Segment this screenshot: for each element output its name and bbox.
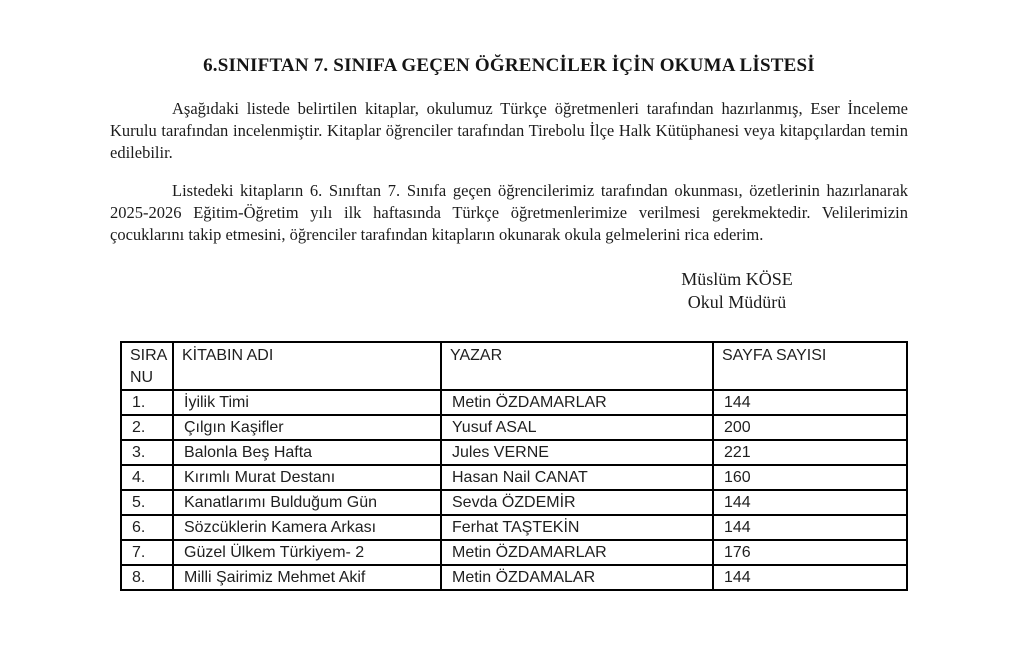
table-header-row [121,342,907,390]
cell-order-number: 7. [121,540,173,565]
table-row [121,390,907,415]
cell-page-count: 144 [713,565,907,590]
cell-book-title: Kırımlı Murat Destanı [173,465,441,490]
cell-order-number: 1. [121,390,173,415]
cell-book-title: Güzel Ülkem Türkiyem- 2 [173,540,441,565]
cell-order-number: 4. [121,465,173,490]
intro-paragraph: Aşağıdaki listede belirtilen kitaplar, okulumuz Türkçe öğretmenleri tarafından hazırlanmış, Eser İnceleme Kurulu tarafından incelenmiştir. Kitaplar öğrenciler tarafından Tirebolu İlçe Halk Kütüphanesi veya kitapçılardan temin edilebilir. [110,99,908,162]
table-row [121,465,907,490]
cell-page-count: 144 [713,390,907,415]
cell-author: Metin ÖZDAMARLAR [441,540,713,565]
table-row [121,415,907,440]
cell-author: Hasan Nail CANAT [441,465,713,490]
cell-order-number: 2. [121,415,173,440]
cell-author: Sevda ÖZDEMİR [441,490,713,515]
cell-page-count: 160 [713,465,907,490]
header-book-title: KİTABIN ADI [173,342,441,390]
cell-page-count: 221 [713,440,907,465]
cell-author: Jules VERNE [441,440,713,465]
cell-author: Ferhat TAŞTEKİN [441,515,713,540]
signature-name: Müslüm KÖSE [681,269,793,289]
cell-book-title: Kanatlarımı Bulduğum Gün [173,490,441,515]
document-content [110,0,908,591]
cell-order-number: 5. [121,490,173,515]
cell-author: Metin ÖZDAMALAR [441,565,713,590]
cell-author: Metin ÖZDAMARLAR [441,390,713,415]
header-order-number: SIRA NU [121,342,173,390]
cell-book-title: İyilik Timi [173,390,441,415]
cell-page-count: 144 [713,490,907,515]
cell-order-number: 8. [121,565,173,590]
table-row [121,565,907,590]
table-row [121,490,907,515]
reading-list-table [120,341,908,591]
cell-author: Yusuf ASAL [441,415,713,440]
table-row [121,540,907,565]
header-page-count: SAYFA SAYISI [713,342,907,390]
table-row [121,515,907,540]
cell-order-number: 6. [121,515,173,540]
table-row [121,440,907,465]
cell-book-title: Balonla Beş Hafta [173,440,441,465]
cell-page-count: 200 [713,415,907,440]
document-title: 6.SINIFTAN 7. SINIFA GEÇEN ÖĞRENCİLER İÇİN OKUMA LİSTESİ [203,55,815,76]
cell-order-number: 3. [121,440,173,465]
signature-block [627,268,847,314]
cell-page-count: 144 [713,515,907,540]
cell-book-title: Milli Şairimiz Mehmet Akif [173,565,441,590]
instruction-paragraph: Listedeki kitapların 6. Sınıftan 7. Sınıfa geçen öğrencilerimiz tarafından okunması, özetlerinin hazırlanarak 2025-2026 Eğitim-Öğretim yılı ilk haftasında Türkçe öğretmenlerimize verilmesi gerekmektedir. Velilerimizin çocuklarını takip etmesini, öğrenciler tarafından kitapların okunarak okula gelmelerini rica ederim. [110,181,908,244]
header-author: YAZAR [441,342,713,390]
signature-title: Okul Müdürü [687,292,787,312]
cell-page-count: 176 [713,540,907,565]
cell-book-title: Çılgın Kaşifler [173,415,441,440]
cell-book-title: Sözcüklerin Kamera Arkası [173,515,441,540]
